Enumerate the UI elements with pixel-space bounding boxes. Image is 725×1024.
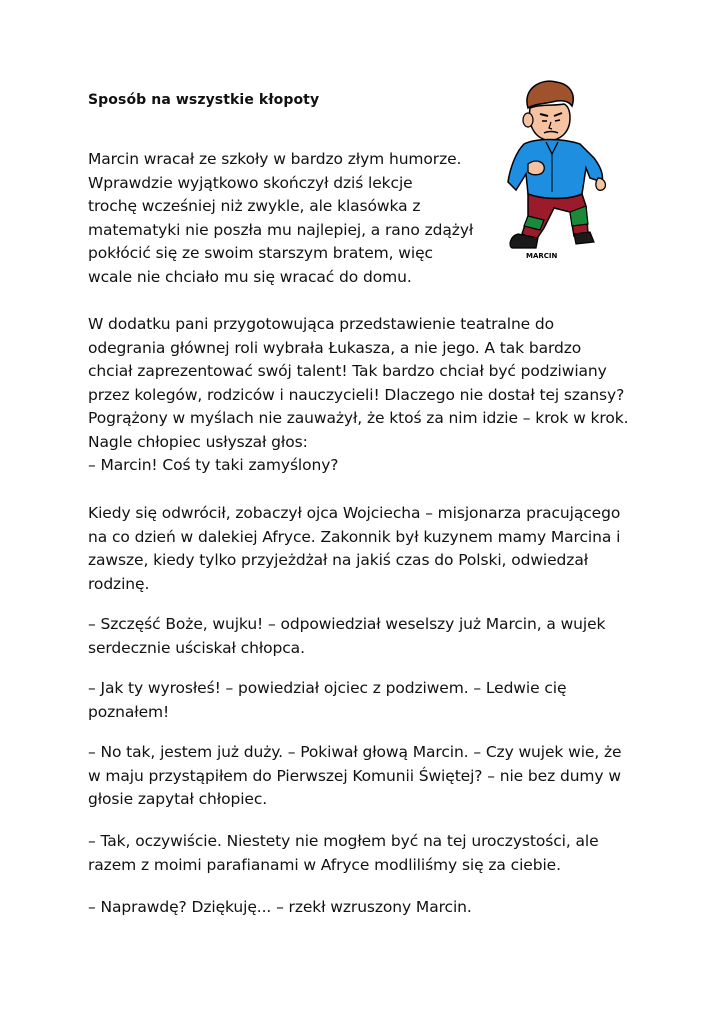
paragraph-3 xyxy=(88,502,620,596)
text-line: Pogrążony w myślach nie zauważył, że ktoś za nim idzie – krok w krok. xyxy=(88,409,629,427)
paragraph-5 xyxy=(88,677,566,724)
paragraph-2 xyxy=(88,313,628,478)
paragraph-1 xyxy=(88,148,473,289)
paragraph-8 xyxy=(88,896,472,920)
text-line: wcale nie chciało mu się wracać do domu. xyxy=(88,267,412,286)
paragraph-7 xyxy=(88,830,599,877)
text-line: W dodatku pani przygotowująca przedstawienie teatralne do xyxy=(88,315,555,333)
text-line: w maju przystąpiłem do Pierwszej Komunii Świętej? – nie bez dumy w xyxy=(88,766,621,785)
text-line: – Naprawdę? Dziękuję... – rzekł wzruszony Marcin. xyxy=(88,898,472,916)
text-line: Marcin wracał ze szkoły w bardzo złym humorze. xyxy=(88,150,462,168)
text-line: przez kolegów, rodziców i nauczycieli! Dlaczego nie dostał tej szansy? xyxy=(88,385,625,404)
text-line: odegrania głównej roli wybrała Łukasza, a nie jego. A tak bardzo xyxy=(88,338,582,357)
paragraph-6 xyxy=(88,741,621,812)
text-line: – No tak, jestem już duży. – Pokiwał głową Marcin. – Czy wujek wie, że xyxy=(88,743,622,761)
story-title: Sposób na wszystkie kłopoty xyxy=(88,92,320,108)
text-line: – Szczęść Boże, wujku! – odpowiedział weselszy już Marcin, a wujek xyxy=(88,615,606,633)
text-line: pokłócić się ze swoim starszym bratem, więc xyxy=(88,244,433,262)
text-line: Kiedy się odwrócił, zobaczył ojca Wojciecha – misjonarza pracującego xyxy=(88,504,621,522)
text-line: rodzinę. xyxy=(88,574,150,593)
text-line: Nagle chłopiec usłyszał głos: xyxy=(88,432,308,451)
text-line: matematyki nie poszła mu najlepiej, a rano zdążył xyxy=(88,220,474,239)
text-line: zawsze, kiedy tylko przyjeżdżał na jakiś czas do Polski, odwiedzał xyxy=(88,551,589,569)
paragraph-4 xyxy=(88,613,605,660)
text-line: – Jak ty wyrosłeś! – powiedział ojciec z podziwem. – Ledwie cię xyxy=(88,679,567,697)
text-line: Wprawdzie wyjątkowo skończył dziś lekcje xyxy=(88,173,413,192)
text-line: głosie zapytał chłopiec. xyxy=(88,790,268,808)
text-line: razem z moimi parafianami w Afryce modliliśmy się za ciebie. xyxy=(88,855,561,874)
text-line: na co dzień w dalekiej Afryce. Zakonnik był kuzynem mamy Marcina i xyxy=(88,527,621,546)
text-line: – Tak, oczywiście. Niestety nie mogłem być na tej uroczystości, ale xyxy=(88,832,599,850)
text-line: chciał zaprezentować swój talent! Tak bardzo chciał być podziwiany xyxy=(88,362,607,380)
text-line: serdecznie uściskał chłopca. xyxy=(88,638,305,657)
text-line: poznałem! xyxy=(88,702,170,721)
illustration-caption: MARCIN xyxy=(526,252,558,260)
text-line: – Marcin! Coś ty taki zamyślony? xyxy=(88,456,339,474)
boy-illustration-icon xyxy=(490,78,625,263)
text-line: trochę wcześniej niż zwykle, ale klasówka z xyxy=(88,197,421,215)
